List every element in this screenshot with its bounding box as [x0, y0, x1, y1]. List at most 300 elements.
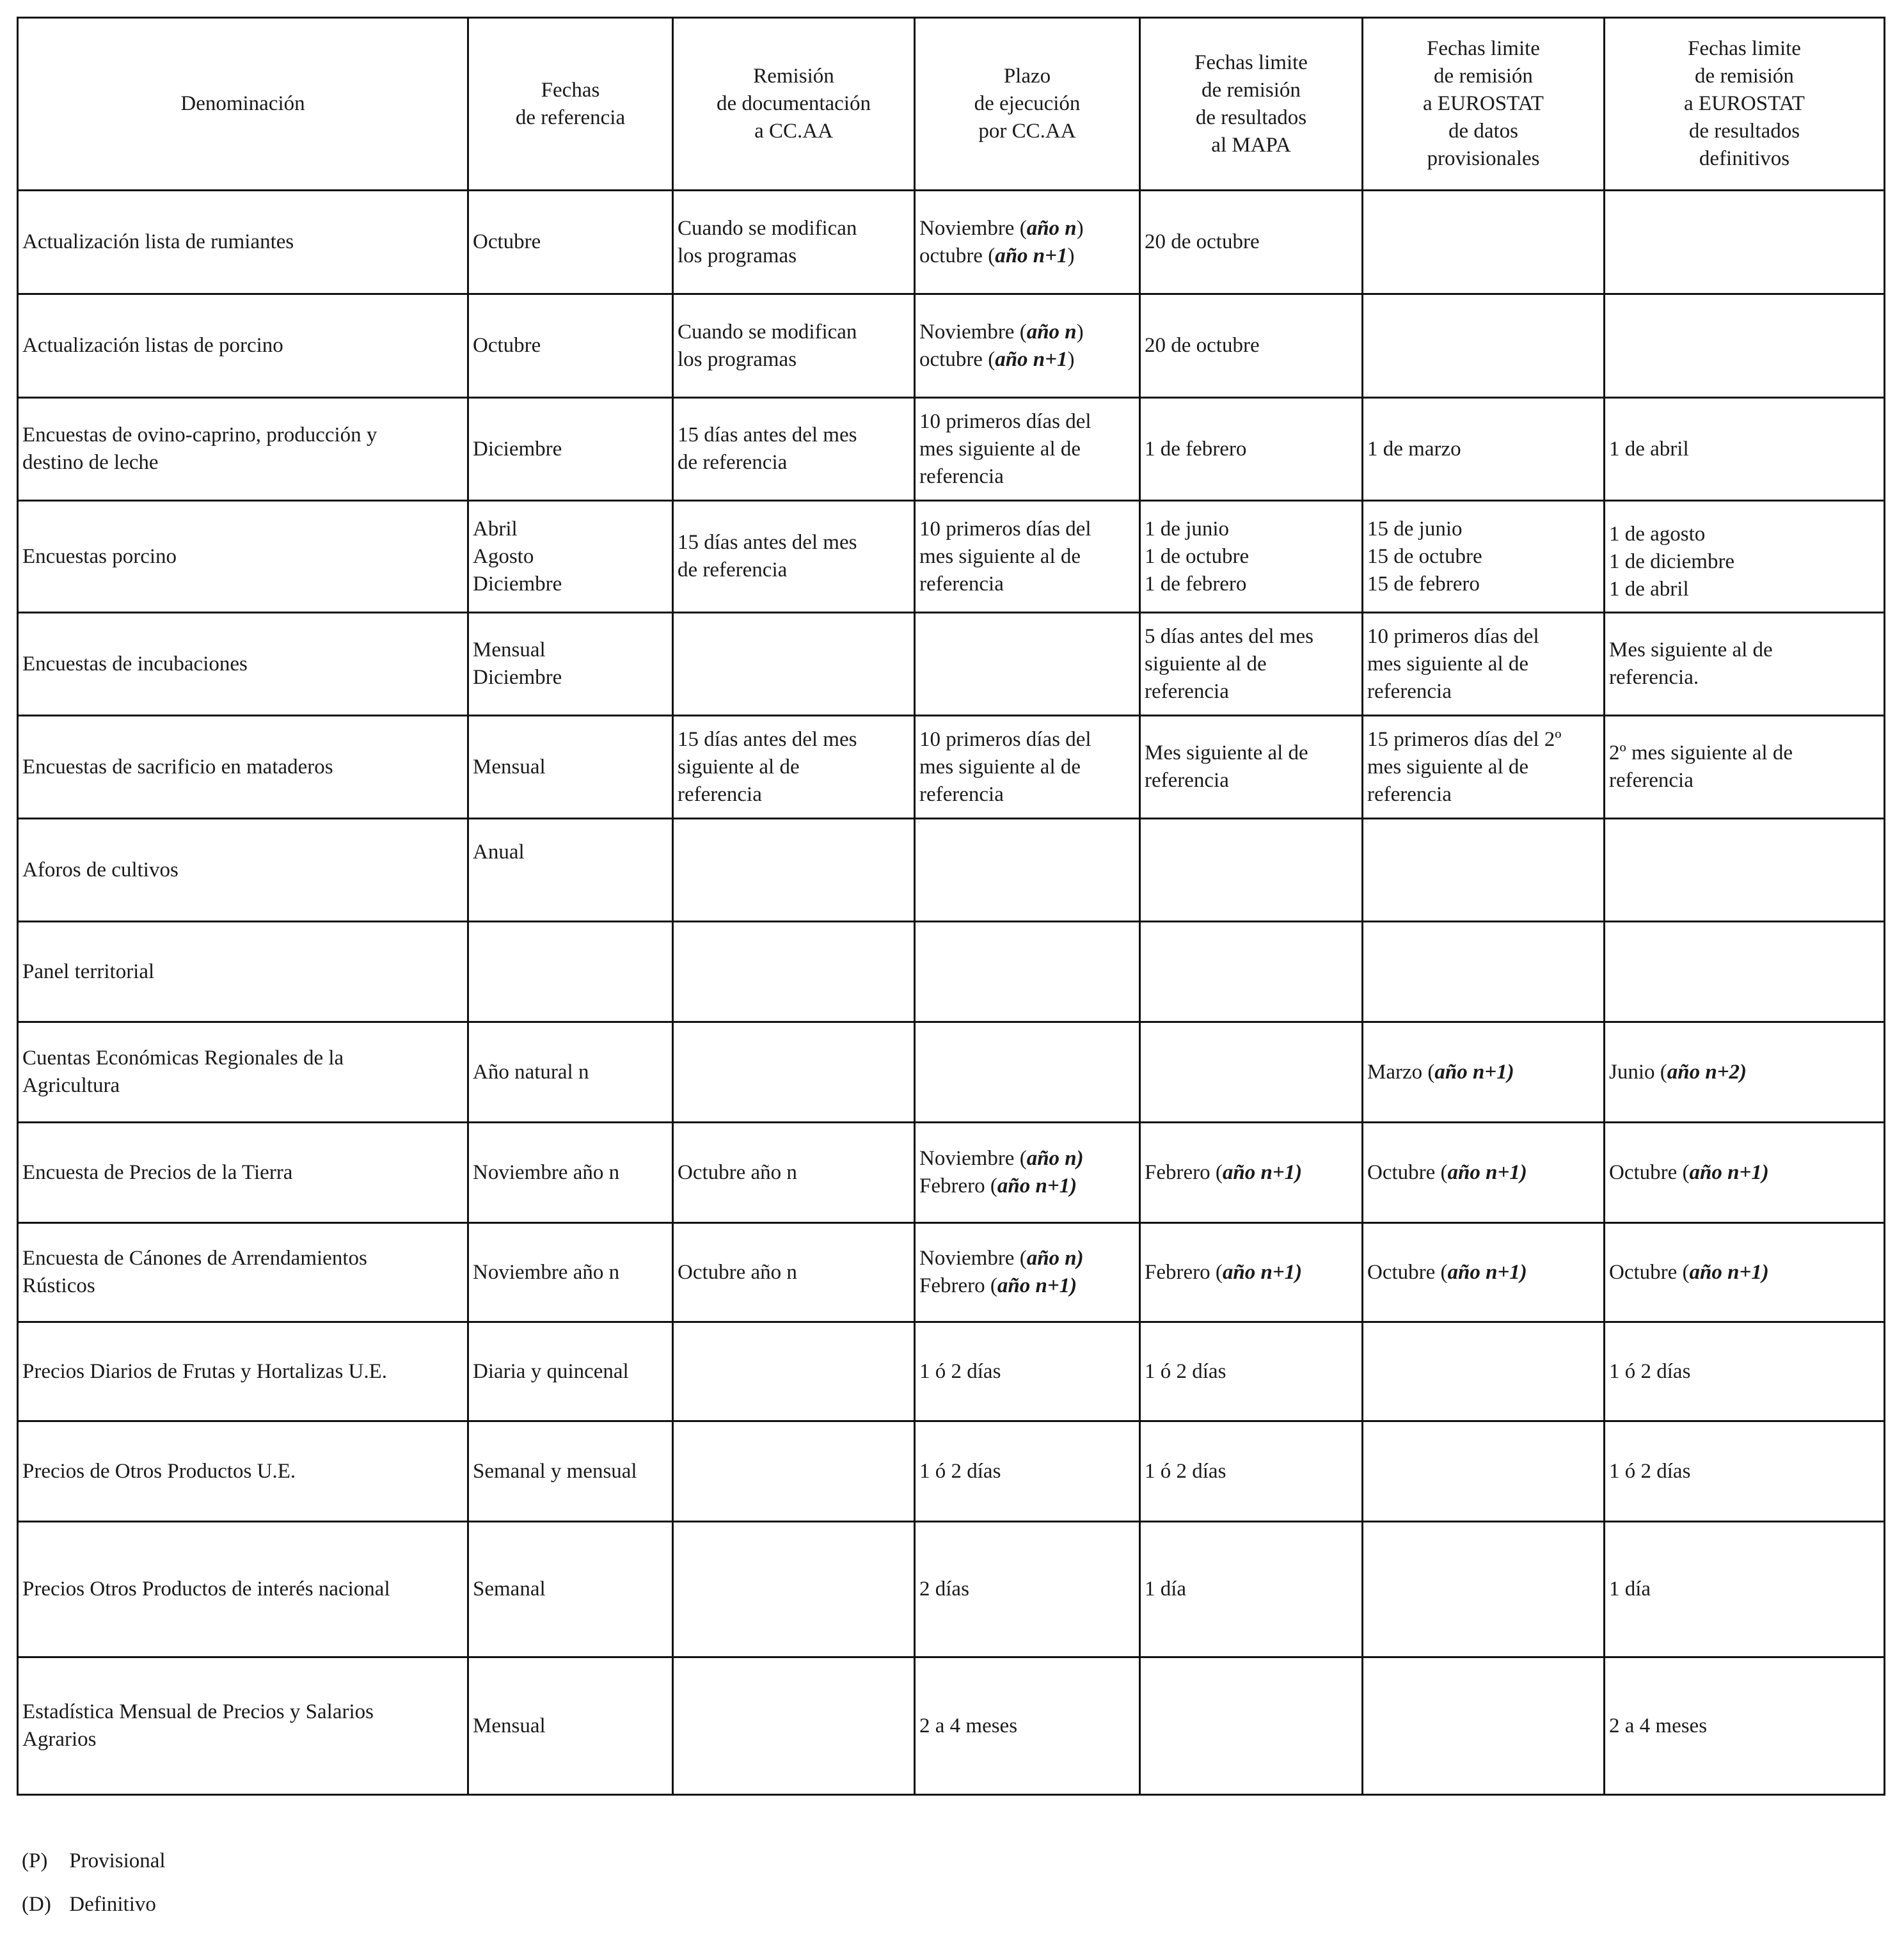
cell-line: referencia — [919, 464, 1004, 488]
cell-line: Cuentas Económicas Regionales de la — [22, 1047, 344, 1070]
cell-fechas-referencia — [468, 294, 673, 398]
cell-line: Panel territorial — [22, 960, 155, 983]
cell-line: Agrarios — [22, 1728, 97, 1751]
cell-line: mes siguiente al de — [919, 755, 1081, 779]
cell-fechas-mapa — [1140, 398, 1363, 501]
cell-remision-documentacion — [673, 819, 915, 922]
cell-fechas-eurostat-definitivos — [1605, 191, 1885, 294]
year-emphasis: año n+1 — [995, 347, 1068, 371]
cell-fechas-eurostat-definitivos — [1605, 398, 1885, 501]
cell-line: a CC.AA — [754, 120, 833, 143]
cell-line: 2º mes siguiente al de — [1609, 741, 1793, 764]
year-emphasis: año n — [1026, 320, 1077, 344]
cell-denominacion — [18, 1022, 468, 1123]
cell-fechas-referencia — [468, 613, 673, 716]
cell-line: Mes siguiente al de — [1145, 741, 1308, 764]
cell-denominacion — [18, 1223, 468, 1322]
cell-line — [919, 215, 1135, 242]
cell-fechas-referencia — [468, 501, 673, 613]
cell-fechas-mapa — [1140, 1123, 1363, 1223]
cell-plazo-ejecucion — [915, 1421, 1140, 1522]
cell-line: de documentación — [717, 92, 871, 115]
cell-line: referencia. — [1609, 666, 1699, 689]
cell-line: Actualización listas de porcino — [22, 334, 283, 357]
cell-line: referencia — [1367, 782, 1452, 806]
cell-denominacion — [18, 1123, 468, 1223]
cell-line: Precios de Otros Productos U.E. — [22, 1459, 296, 1483]
cell-fechas-referencia — [468, 1657, 673, 1795]
footnote-provisional — [22, 1847, 166, 1875]
cell-line: Mensual — [473, 755, 546, 779]
footnote-code: (D) — [22, 1893, 51, 1916]
cell-line: 1 de marzo — [1367, 437, 1461, 461]
cell-line: 2 a 4 meses — [919, 1714, 1018, 1737]
cell-fechas-referencia — [468, 398, 673, 501]
cell-fechas-eurostat-definitivos — [1605, 294, 1885, 398]
cell-fechas-referencia — [468, 1123, 673, 1223]
cell-fechas-referencia — [468, 922, 673, 1022]
cell-line: Fechas limite — [1194, 51, 1308, 74]
year-emphasis: año n) — [1026, 1147, 1084, 1170]
cell-fechas-eurostat-definitivos — [1605, 1522, 1885, 1657]
cell-text: Febrero ( — [1145, 1160, 1223, 1184]
cell-line: Fechas limite — [1427, 37, 1540, 60]
cell-fechas-referencia — [468, 1421, 673, 1522]
table-row — [18, 1657, 1885, 1795]
year-emphasis: año n+2) — [1667, 1060, 1747, 1084]
table-row — [18, 1322, 1885, 1421]
column-header-remision-documentacion — [673, 18, 915, 191]
table-row — [18, 1123, 1885, 1223]
cell-line: 1 de junio — [1145, 517, 1229, 541]
cell-line: Encuesta de Precios de la Tierra — [22, 1160, 293, 1184]
cell-text: octubre ( — [919, 347, 996, 371]
cell-text: Noviembre ( — [919, 320, 1027, 344]
cell-line: de referencia — [678, 451, 788, 474]
cell-line: Cuando se modifican — [678, 320, 857, 344]
cell-line: Encuestas de ovino-caprino, producción y — [22, 423, 377, 447]
cell-plazo-ejecucion — [915, 716, 1140, 819]
cell-line: Fechas — [541, 78, 600, 102]
year-emphasis: año n) — [1026, 1247, 1084, 1270]
year-emphasis: año n+1) — [1689, 1260, 1769, 1284]
cell-line: 15 de febrero — [1367, 572, 1480, 596]
cell-text: Octubre ( — [1609, 1160, 1690, 1184]
cell-line: 1 día — [1145, 1577, 1187, 1601]
cell-text: Octubre ( — [1367, 1160, 1448, 1184]
table-row — [18, 398, 1885, 501]
cell-remision-documentacion — [673, 191, 915, 294]
cell-fechas-eurostat-definitivos — [1605, 819, 1885, 922]
cell-line: Anual — [473, 841, 525, 864]
cell-line — [919, 242, 1135, 270]
cell-denominacion — [18, 716, 468, 819]
cell-line: provisionales — [1427, 147, 1540, 170]
cell-line: 10 primeros días del — [919, 409, 1091, 433]
column-header-fechas-eurostat-definitivos — [1605, 18, 1885, 191]
cell-line: 2 días — [919, 1577, 969, 1601]
cell-line: Mensual — [473, 638, 546, 661]
cell-fechas-referencia — [468, 716, 673, 819]
cell-line: Semanal — [473, 1577, 546, 1601]
cell-fechas-referencia — [468, 1322, 673, 1421]
cell-denominacion — [18, 1657, 468, 1795]
cell-fechas-eurostat-provisionales — [1363, 922, 1605, 1022]
cell-fechas-eurostat-provisionales — [1363, 1657, 1605, 1795]
cell-line: Precios Otros Productos de interés nacional — [22, 1577, 390, 1601]
cell-denominacion — [18, 1322, 468, 1421]
cell-line: referencia — [1145, 679, 1229, 703]
cell-line — [1367, 1259, 1599, 1286]
cell-fechas-eurostat-definitivos — [1605, 716, 1885, 819]
cell-fechas-eurostat-provisionales — [1363, 294, 1605, 398]
cell-line: referencia — [1609, 769, 1694, 792]
table-row — [18, 613, 1885, 716]
year-emphasis: año n+1) — [1222, 1260, 1303, 1284]
cell-line: 1 ó 2 días — [1145, 1359, 1226, 1383]
cell-line: 1 ó 2 días — [1609, 1459, 1691, 1483]
cell-remision-documentacion — [673, 1657, 915, 1795]
year-emphasis: año n+1) — [1222, 1160, 1303, 1184]
cell-line: siguiente al de — [678, 755, 800, 779]
column-header-fechas-eurostat-provisionales — [1363, 18, 1605, 191]
cell-line: 1 de febrero — [1145, 572, 1247, 596]
cell-line: Diciembre — [473, 437, 562, 461]
cell-line: de resultados — [1688, 120, 1800, 143]
cell-denominacion — [18, 1421, 468, 1522]
cell-line — [1145, 1259, 1358, 1286]
cell-line: referencia — [1367, 679, 1452, 703]
cell-remision-documentacion — [673, 716, 915, 819]
cell-line: Diaria y quincenal — [473, 1359, 629, 1383]
cell-text: Noviembre ( — [919, 1247, 1027, 1270]
cell-line: Encuestas porcino — [22, 544, 177, 568]
cell-text: Marzo ( — [1367, 1060, 1435, 1084]
cell-line: referencia — [1145, 769, 1229, 792]
schedule-table — [17, 17, 1885, 1796]
cell-line: 1 ó 2 días — [1145, 1459, 1226, 1483]
cell-line: Diciembre — [473, 666, 562, 689]
cell-text: octubre ( — [919, 244, 996, 267]
year-emphasis: año n+1) — [1434, 1060, 1514, 1084]
cell-line: Mensual — [473, 1714, 546, 1737]
cell-fechas-eurostat-provisionales — [1363, 501, 1605, 613]
year-emphasis: año n — [1026, 216, 1077, 240]
cell-line: Rústicos — [22, 1274, 95, 1297]
cell-plazo-ejecucion — [915, 1223, 1140, 1322]
cell-line: 15 de octubre — [1367, 544, 1482, 568]
cell-remision-documentacion — [673, 1421, 915, 1522]
cell-fechas-mapa — [1140, 1322, 1363, 1421]
cell-fechas-eurostat-definitivos — [1605, 1421, 1885, 1522]
cell-fechas-referencia — [468, 1022, 673, 1123]
cell-line: Fechas limite — [1688, 37, 1801, 60]
cell-fechas-eurostat-provisionales — [1363, 819, 1605, 922]
cell-line: Octubre — [473, 334, 541, 357]
cell-line — [1609, 1059, 1880, 1086]
table-row — [18, 1522, 1885, 1657]
cell-line: 10 primeros días del — [919, 517, 1091, 541]
cell-fechas-referencia — [468, 1522, 673, 1657]
cell-line: Abril — [473, 517, 518, 541]
cell-line: 10 primeros días del — [919, 727, 1091, 751]
table-row — [18, 716, 1885, 819]
cell-line: Encuestas de sacrificio en mataderos — [22, 755, 333, 779]
cell-line: a EUROSTAT — [1684, 92, 1805, 115]
cell-denominacion — [18, 398, 468, 501]
footnote-label: Definitivo — [69, 1893, 156, 1916]
cell-line — [1367, 1159, 1599, 1187]
cell-plazo-ejecucion — [915, 613, 1140, 716]
cell-fechas-mapa — [1140, 1657, 1363, 1795]
cell-line: 1 de abril — [1609, 437, 1689, 461]
cell-line: Cuando se modifican — [678, 216, 857, 240]
cell-line — [1609, 1159, 1880, 1187]
cell-line: referencia — [919, 782, 1004, 806]
cell-fechas-mapa — [1140, 1421, 1363, 1522]
cell-line: de datos — [1448, 120, 1519, 143]
cell-line: 15 primeros días del 2º — [1367, 727, 1562, 751]
cell-remision-documentacion — [673, 1223, 915, 1322]
cell-line: los programas — [678, 244, 797, 267]
cell-text: ) — [1076, 320, 1084, 344]
table-row — [18, 1223, 1885, 1322]
cell-plazo-ejecucion — [915, 191, 1140, 294]
cell-line: mes siguiente al de — [1367, 652, 1529, 676]
year-emphasis: año n+1) — [1447, 1160, 1527, 1184]
cell-fechas-mapa — [1140, 922, 1363, 1022]
footnote-definitivo — [22, 1891, 156, 1918]
cell-remision-documentacion — [673, 398, 915, 501]
cell-fechas-eurostat-provisionales — [1363, 1421, 1605, 1522]
cell-text: ) — [1067, 244, 1075, 267]
cell-text: ) — [1067, 347, 1075, 371]
cell-fechas-mapa — [1140, 294, 1363, 398]
cell-line: mes siguiente al de — [919, 544, 1081, 568]
cell-line: destino de leche — [22, 451, 159, 474]
cell-denominacion — [18, 922, 468, 1022]
cell-fechas-eurostat-definitivos — [1605, 1223, 1885, 1322]
cell-line: 15 días antes del mes — [678, 531, 857, 554]
cell-line — [919, 1145, 1135, 1173]
cell-line: de referencia — [515, 106, 626, 129]
cell-line: de remisión — [1434, 65, 1533, 88]
cell-line: referencia — [919, 572, 1004, 596]
cell-fechas-referencia — [468, 819, 673, 922]
cell-line: de remisión — [1695, 65, 1794, 88]
cell-fechas-mapa — [1140, 1522, 1363, 1657]
cell-line — [1145, 1159, 1358, 1187]
cell-line: Octubre año n — [678, 1160, 797, 1184]
cell-line: Octubre año n — [678, 1260, 797, 1284]
cell-line: 1 de abril — [1609, 578, 1689, 601]
cell-denominacion — [18, 501, 468, 613]
cell-line: 5 días antes del mes — [1145, 624, 1313, 648]
cell-fechas-eurostat-provisionales — [1363, 613, 1605, 716]
cell-fechas-eurostat-definitivos — [1605, 613, 1885, 716]
cell-line: Actualización lista de rumiantes — [22, 230, 294, 253]
cell-fechas-eurostat-provisionales — [1363, 398, 1605, 501]
cell-plazo-ejecucion — [915, 819, 1140, 922]
cell-line: 10 primeros días del — [1367, 624, 1539, 648]
cell-line: 15 días antes del mes — [678, 727, 857, 751]
cell-line: al MAPA — [1211, 133, 1291, 157]
cell-line: mes siguiente al de — [919, 437, 1081, 461]
cell-line: Octubre — [473, 230, 541, 253]
column-header-fechas-referencia — [468, 18, 673, 191]
cell-fechas-eurostat-provisionales — [1363, 191, 1605, 294]
cell-fechas-eurostat-provisionales — [1363, 1322, 1605, 1421]
cell-remision-documentacion — [673, 922, 915, 1022]
cell-fechas-mapa — [1140, 716, 1363, 819]
cell-fechas-mapa — [1140, 501, 1363, 613]
column-header-fechas-mapa — [1140, 18, 1363, 191]
cell-text: Febrero ( — [1145, 1260, 1223, 1284]
cell-line: Noviembre año n — [473, 1160, 620, 1184]
cell-line — [919, 319, 1135, 346]
cell-fechas-eurostat-definitivos — [1605, 922, 1885, 1022]
cell-line: definitivos — [1699, 147, 1790, 170]
cell-line — [1367, 1059, 1599, 1086]
cell-fechas-mapa — [1140, 191, 1363, 294]
cell-line: referencia — [678, 782, 762, 806]
cell-line: Aforos de cultivos — [22, 858, 178, 882]
cell-line: Diciembre — [473, 572, 562, 596]
column-header-plazo-ejecucion — [915, 18, 1140, 191]
cell-denominacion — [18, 1522, 468, 1657]
cell-line: Encuesta de Cánones de Arrendamientos — [22, 1247, 367, 1270]
cell-line: 1 de agosto — [1609, 523, 1706, 546]
year-emphasis: año n+1) — [997, 1174, 1077, 1198]
cell-line: 1 de diciembre — [1609, 550, 1735, 573]
cell-fechas-eurostat-definitivos — [1605, 501, 1885, 613]
cell-line: Noviembre año n — [473, 1260, 620, 1284]
cell-line: 1 ó 2 días — [919, 1459, 1001, 1483]
cell-line: 1 ó 2 días — [1609, 1359, 1691, 1383]
cell-line: 2 a 4 meses — [1609, 1714, 1708, 1737]
cell-fechas-referencia — [468, 191, 673, 294]
cell-text: Octubre ( — [1367, 1260, 1448, 1284]
cell-remision-documentacion — [673, 294, 915, 398]
year-emphasis: año n+1) — [997, 1274, 1077, 1297]
cell-fechas-mapa — [1140, 1022, 1363, 1123]
cell-denominacion — [18, 294, 468, 398]
year-emphasis: año n+1) — [1447, 1260, 1527, 1284]
cell-text: Febrero ( — [919, 1274, 997, 1297]
cell-remision-documentacion — [673, 501, 915, 613]
cell-fechas-eurostat-definitivos — [1605, 1022, 1885, 1123]
footnote-label: Provisional — [69, 1849, 166, 1872]
cell-line: 20 de octubre — [1145, 230, 1260, 253]
cell-text: Noviembre ( — [919, 216, 1027, 240]
cell-fechas-mapa — [1140, 819, 1363, 922]
cell-fechas-eurostat-provisionales — [1363, 1123, 1605, 1223]
cell-line — [919, 1173, 1135, 1200]
cell-plazo-ejecucion — [915, 1522, 1140, 1657]
cell-denominacion — [18, 191, 468, 294]
cell-line — [919, 1245, 1135, 1272]
cell-line — [919, 346, 1135, 374]
cell-plazo-ejecucion — [915, 398, 1140, 501]
cell-text: Junio ( — [1609, 1060, 1667, 1084]
cell-line: de resultados — [1195, 106, 1307, 129]
year-emphasis: año n+1) — [1689, 1160, 1769, 1184]
table-row — [18, 1022, 1885, 1123]
cell-line: Encuestas de incubaciones — [22, 652, 248, 676]
cell-line: Semanal y mensual — [473, 1459, 637, 1483]
cell-line: 1 ó 2 días — [919, 1359, 1001, 1383]
table-row — [18, 819, 1885, 922]
cell-fechas-eurostat-definitivos — [1605, 1322, 1885, 1421]
cell-plazo-ejecucion — [915, 1123, 1140, 1223]
cell-line: de referencia — [678, 558, 788, 581]
cell-line: Remisión — [753, 65, 834, 88]
cell-line: Agosto — [473, 544, 534, 568]
cell-line: siguiente al de — [1145, 652, 1267, 676]
table-header-row — [18, 18, 1885, 191]
cell-plazo-ejecucion — [915, 1022, 1140, 1123]
cell-text: Noviembre ( — [919, 1147, 1027, 1170]
cell-denominacion — [18, 819, 468, 922]
cell-remision-documentacion — [673, 1322, 915, 1421]
cell-text: Octubre ( — [1609, 1260, 1690, 1284]
cell-line: de ejecución — [974, 92, 1081, 115]
cell-fechas-mapa — [1140, 1223, 1363, 1322]
table-row — [18, 191, 1885, 294]
column-header-denominacion — [18, 18, 468, 191]
cell-text: ) — [1076, 216, 1084, 240]
cell-line: mes siguiente al de — [1367, 755, 1529, 779]
cell-plazo-ejecucion — [915, 922, 1140, 1022]
table-row — [18, 922, 1885, 1022]
table-row — [18, 1421, 1885, 1522]
cell-line: 1 día — [1609, 1577, 1651, 1601]
cell-plazo-ejecucion — [915, 1657, 1140, 1795]
footnote-code: (P) — [22, 1849, 48, 1872]
cell-line: los programas — [678, 347, 797, 371]
cell-denominacion — [18, 613, 468, 716]
cell-line: Precios Diarios de Frutas y Hortalizas U.E. — [22, 1359, 388, 1383]
cell-fechas-referencia — [468, 1223, 673, 1322]
cell-text: Febrero ( — [919, 1174, 997, 1198]
cell-fechas-eurostat-provisionales — [1363, 1223, 1605, 1322]
year-emphasis: año n+1 — [995, 244, 1068, 267]
cell-remision-documentacion — [673, 1522, 915, 1657]
cell-plazo-ejecucion — [915, 501, 1140, 613]
cell-line: Agricultura — [22, 1074, 120, 1097]
cell-line: 1 de octubre — [1145, 544, 1250, 568]
cell-fechas-eurostat-definitivos — [1605, 1123, 1885, 1223]
cell-remision-documentacion — [673, 1022, 915, 1123]
cell-fechas-eurostat-provisionales — [1363, 1522, 1605, 1657]
cell-line: Año natural n — [473, 1060, 589, 1084]
cell-plazo-ejecucion — [915, 1322, 1140, 1421]
cell-line: Denominación — [180, 92, 305, 115]
cell-fechas-eurostat-definitivos — [1605, 1657, 1885, 1795]
cell-remision-documentacion — [673, 1123, 915, 1223]
table-row — [18, 294, 1885, 398]
cell-line: por CC.AA — [978, 120, 1076, 143]
cell-line: 15 de junio — [1367, 517, 1463, 541]
cell-line — [1609, 1259, 1880, 1286]
cell-remision-documentacion — [673, 613, 915, 716]
cell-line: Estadística Mensual de Precios y Salarios — [22, 1700, 374, 1723]
cell-line — [919, 1272, 1135, 1300]
table-row — [18, 501, 1885, 613]
cell-fechas-eurostat-provisionales — [1363, 716, 1605, 819]
cell-line: de remisión — [1202, 78, 1301, 102]
cell-line: Plazo — [1003, 65, 1051, 88]
